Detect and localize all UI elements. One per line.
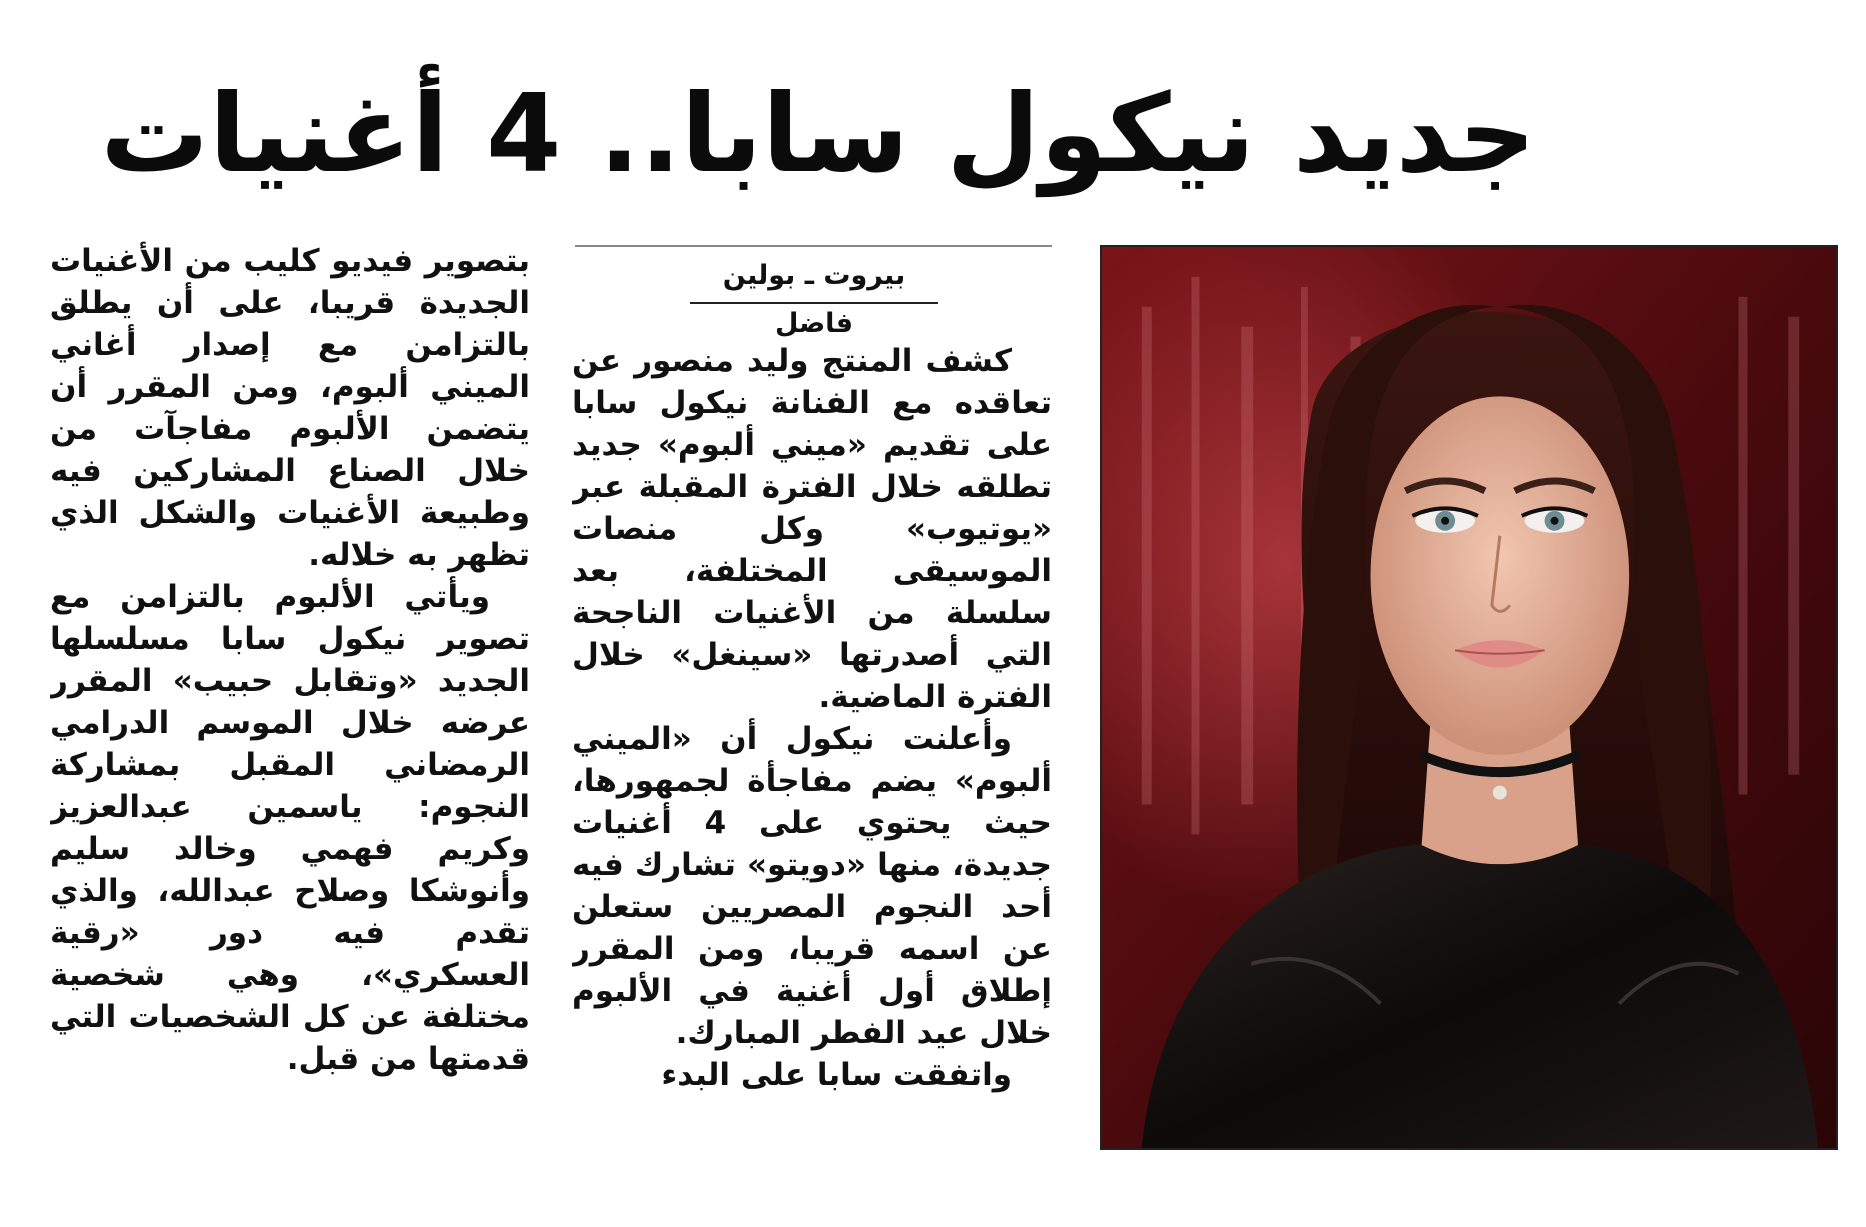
portrait-photo-icon (1102, 247, 1836, 1148)
article-column-left (50, 240, 530, 1140)
paragraph: واتفقت سابا على البدء (661, 1057, 1012, 1093)
byline: بيروت ـ بولين فاضل (690, 252, 938, 304)
paragraph: بتصوير فيديو كليب من الأغنيات الجديدة قريبا، على أن يطلق بالتزامن مع إصدار أغاني الميني ألبوم، ومن المقرر أن يتضمن الألبوم مفاجآت من خلال الصناع المشاركين فيه وطبيعة الأغنيات والشكل الذي تظهر به خلاله. (50, 243, 530, 573)
article-column-middle (572, 340, 1052, 1140)
byline-rule (575, 245, 1052, 247)
paragraph: وأعلنت نيكول أن «الميني ألبوم» يضم مفاجأة لجمهورها، حيث يحتوي على 4 أغنيات جديدة، منها «دويتو» تشارك فيه أحد النجوم المصريين ستعلن عن اسمه قريبا، ومن المقرر إطلاق أول أغنية في الألبوم خلال عيد الفطر المبارك. (572, 721, 1052, 1051)
headline: جديد نيكول سابا.. 4 أغنيات (100, 72, 1536, 197)
paragraph: كشف المنتج وليد منصور عن تعاقده مع الفنانة نيكول سابا على تقديم «ميني ألبوم» جديد تطلقه خلال الفترة المقبلة عبر «يوتيوب» وكل منصات الموسيقى المختلفة، بعد سلسلة من الأغنيات الناجحة التي أصدرتها «سينغل» خلال الفترة الماضية. (572, 343, 1052, 715)
article-photo (1100, 245, 1838, 1150)
paragraph: ويأتي الألبوم بالتزامن مع تصوير نيكول سابا مسلسلها الجديد «وتقابل حبيب» المقرر عرضه خلال الموسم الدرامي الرمضاني المقبل بمشاركة النجوم: ياسمين عبدالعزيز وكريم فهمي وخالد سليم وأنوشكا وصلاح عبدالله، والذي تقدم فيه دور «رقية العسكري»، وهي شخصية مختلفة عن كل الشخصيات التي قدمتها من قبل. (50, 579, 530, 1077)
